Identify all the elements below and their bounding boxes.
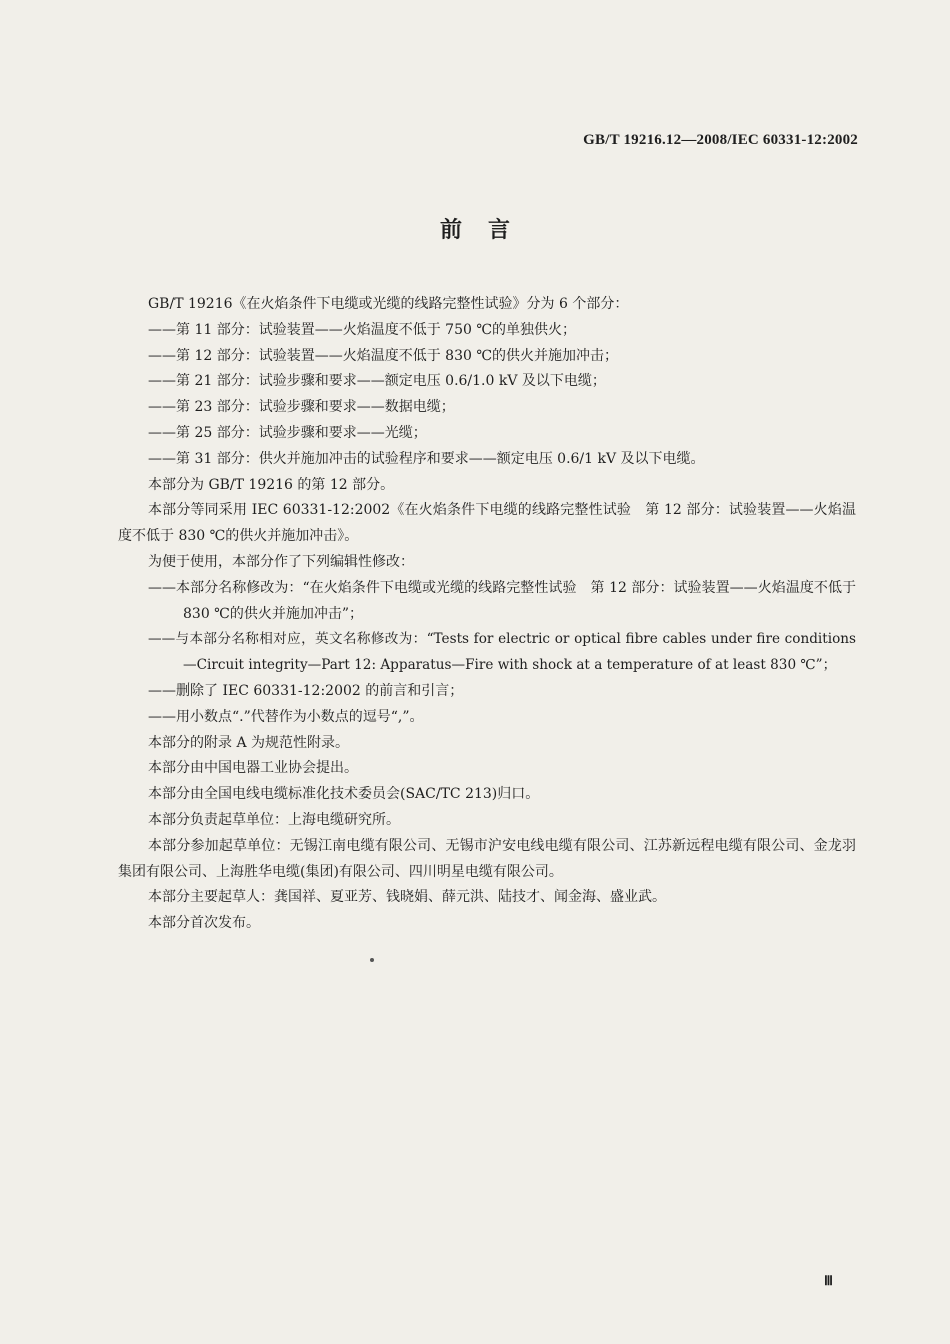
list-item-deleted-foreword: ——删除了 IEC 60331-12:2002 的前言和引言； — [148, 682, 464, 699]
list-item-part-23: ——第 23 部分：试验步骤和要求——数据电缆； — [148, 399, 455, 416]
paragraph-intro: GB/T 19216《在火焰条件下电缆或光缆的线路完整性试验》分为 6 个部分： — [148, 296, 629, 312]
paragraph-main-drafters: 本部分主要起草人：龚国祥、夏亚芳、钱晓娟、薛元洪、陆技才、闻金海、盛业武。 — [148, 889, 666, 906]
scan-speck — [370, 958, 374, 962]
paragraph-annex: 本部分的附录 A 为规范性附录。 — [148, 734, 350, 751]
list-item-decimal-point: ——用小数点“.”代替作为小数点的逗号“,”。 — [148, 708, 424, 725]
document-id: GB/T 19216.12—2008/IEC 60331-12:2002 — [583, 132, 858, 148]
list-item-part-31: ——第 31 部分：供火并施加冲击的试验程序和要求——额定电压 0.6/1 kV 及以下电缆。 — [148, 450, 705, 467]
paragraph-first-release: 本部分首次发布。 — [148, 915, 260, 932]
paragraph-centralized-by: 本部分由全国电线电缆标准化技术委员会(SAC/TC 213)归口。 — [148, 786, 540, 803]
list-item-name-change: ——本部分名称修改为：“在火焰条件下电缆或光缆的线路完整性试验 第 12 部分：试验装置——火焰温度不低于 830 ℃的供火并施加冲击”； — [148, 579, 856, 622]
paragraph-part-statement: 本部分为 GB/T 19216 的第 12 部分。 — [148, 476, 395, 493]
list-item-part-12: ——第 12 部分：试验装置——火焰温度不低于 830 ℃的供火并施加冲击； — [148, 347, 618, 364]
paragraph-proposed-by: 本部分由中国电器工业协会提出。 — [148, 760, 358, 777]
page-title: 前言 — [439, 218, 536, 243]
list-item-english-name: ——与本部分名称相对应，英文名称修改为：“Tests for electric or optical fibre cables under fire conditions—Circuit integrity—Part 12: Apparatus—Fire with shock at a temperature of at least 830 ℃”； — [148, 631, 856, 674]
paragraph-edits-intro: 为便于使用，本部分作了下列编辑性修改： — [148, 553, 414, 570]
list-item-part-25: ——第 25 部分：试验步骤和要求——光缆； — [148, 424, 427, 441]
foreword-body — [118, 292, 856, 937]
paragraph-participating-units: 本部分参加起草单位：无锡江南电缆有限公司、无锡市沪安电线电缆有限公司、江苏新远程电缆有限公司、金龙羽集团有限公司、上海胜华电缆(集团)有限公司、四川明星电缆有限公司。 — [118, 837, 856, 880]
list-item-part-11: ——第 11 部分：试验装置——火焰温度不低于 750 ℃的单独供火； — [148, 321, 576, 338]
page-number: Ⅲ — [824, 1273, 833, 1288]
paragraph-drafting-unit: 本部分负责起草单位：上海电缆研究所。 — [148, 811, 400, 828]
list-item-part-21: ——第 21 部分：试验步骤和要求——额定电压 0.6/1.0 kV 及以下电缆； — [148, 373, 606, 390]
paragraph-adoption: 本部分等同采用 IEC 60331-12:2002《在火焰条件下电缆的线路完整性试验 第 12 部分：试验装置——火焰温度不低于 830 ℃的供火并施加冲击》。 — [118, 502, 856, 545]
